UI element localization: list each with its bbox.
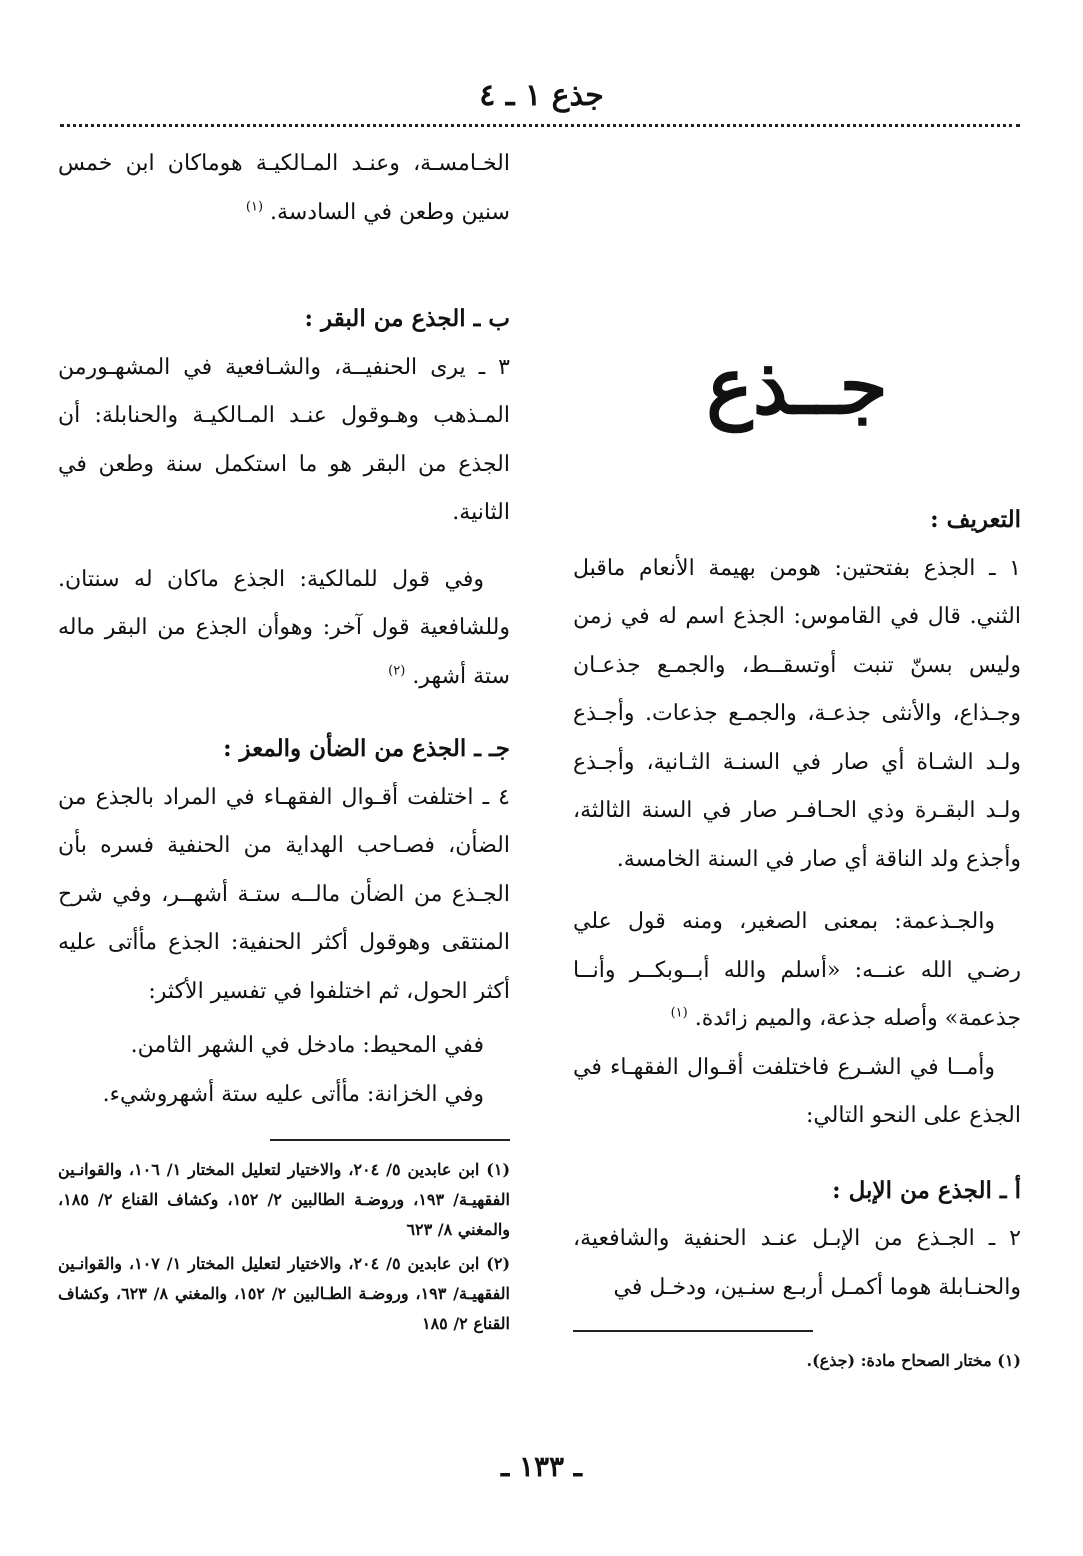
footnote-rule (270, 1139, 510, 1141)
right-column (573, 140, 1021, 1376)
footnote-ref: (١) (245, 199, 264, 215)
continuation-paragraph (58, 140, 510, 237)
footnote-ref: (٢) (388, 663, 406, 679)
muhit-line: ففي المحيط: مادخل في الشهر الثامن. (130, 1033, 484, 1058)
footnote-ref: (١) (670, 1005, 688, 1021)
camel-paragraph: ٢ ـ الجـذع من الإبـل عنـد الحنفية والشافعية، والحنـابلة هوما أكمـل أربـع سنـين، ودخـل في (573, 1226, 1021, 1300)
definition-heading: التعريف : (930, 506, 1021, 533)
footnote: (١) مختار الصحاح مادة: (جذع). (806, 1351, 1021, 1370)
running-header: جذع ١ ـ ٤ (479, 78, 604, 113)
footnote-rule (573, 1330, 813, 1332)
cattle-other-views (58, 556, 510, 702)
jadhama-text: والجـذعمة: بمعنى الصغير، ومنه قول علي رضـي الله عنــه: «أسلم والله أبــوبكــر وأنــا جذعمة» وأصله جذعة، والميم زائدة. (573, 909, 1021, 1031)
page-number: ـ ١٣٣ ـ (500, 1450, 583, 1483)
shar-paragraph: وأمــا في الشـرع فاختلفت أقـوال الفقهـاء في الجذع على النحو التالي: (573, 1054, 1021, 1128)
sheep-paragraph: ٤ ـ اختلفت أقـوال الفقهـاء في المراد بالجذع من الضأن، فصـاحب الهداية من الحنفية فسره بأن الجـذع من الضأن مالــه ستـة أشهــر، وفي شرح المنتقى وهوقول أكثر الحنفية: الجذع مأأتى عليه أكثر الحول، ثم اختلفوا في تفسير الأكثر: (58, 784, 510, 1004)
cattle-heading: ب ـ الجذع من البقر : (304, 305, 510, 332)
definition-paragraph: ١ ـ الجذع بفتحتين: هومن بهيمة الأنعام ماقبل الثني. قال في القاموس: الجذع اسم له في زمن وليس بسنّ تنبت أوتسقــط، والجمـع جذعـان وجـذاع، والأنثى جذعـة، والجمـع جذعات. وأجـذع ولـد الشـاة أي صار في السنـة الثـانية، وأجـذع ولـد البقـرة وذي الحـافـر صار في السنة الثالثة، وأجذع ولد الناقة أي صار في السنة الخامسة. (573, 555, 1021, 872)
footnote-1: (١) ابن عابدين ٥/ ٢٠٤، والاختيار لتعليل المختار ١/ ١٠٦، والقوانـين الفقهيـة/ ١٩٣، وروضـة الطالبين ٢/ ١٥٢، وكشاف القناع ٢/ ١٨٥، والمغني ٨/ ٦٢٣ (58, 1160, 511, 1239)
left-column (58, 140, 510, 1339)
camel-heading: أ ـ الجذع من الإبل : (832, 1176, 1021, 1204)
sheep-heading: جـ ـ الجذع من الضأن والمعز : (223, 735, 510, 762)
header-dotted-rule (60, 124, 1020, 127)
cattle-paragraph: ٣ ـ يرى الحنفيــة، والشـافعية في المشهـورمن المـذهب وهـوقول عنـد المـالكيـة والحنابلة: أن الجذع من البقر هو ما استكمل سنة وطعن في الثانية. (58, 354, 510, 525)
continuation-text: الخـامسـة، وعنـد المـالكيـة هوماكان ابن خمس سنين وطعن في السادسة. (58, 151, 510, 225)
entry-title: جــذع (706, 341, 888, 432)
cattle-other-text: وفي قول للمالكية: الجذع ماكان له سنتان. وللشافعية قول آخر: وهوأن الجذع من البقر ماله ستة أشهر. (58, 566, 510, 689)
jadhama-paragraph (573, 898, 1021, 1044)
khizana-line: وفي الخزانة: مأأتى عليه ستة أشهروشيء. (102, 1081, 484, 1107)
footnote-2: (٢) ابن عابدين ٥/ ٢٠٤، والاختيار لتعليل المختار ١/ ١٠٧، والقوانـين الفقهيـة/ ١٩٣، وروضـة الطـالبين ٢/ ١٥٢، والمغني ٨/ ٦٢٣، وكشاف القناع ٢/ ١٨٥ (58, 1254, 511, 1333)
